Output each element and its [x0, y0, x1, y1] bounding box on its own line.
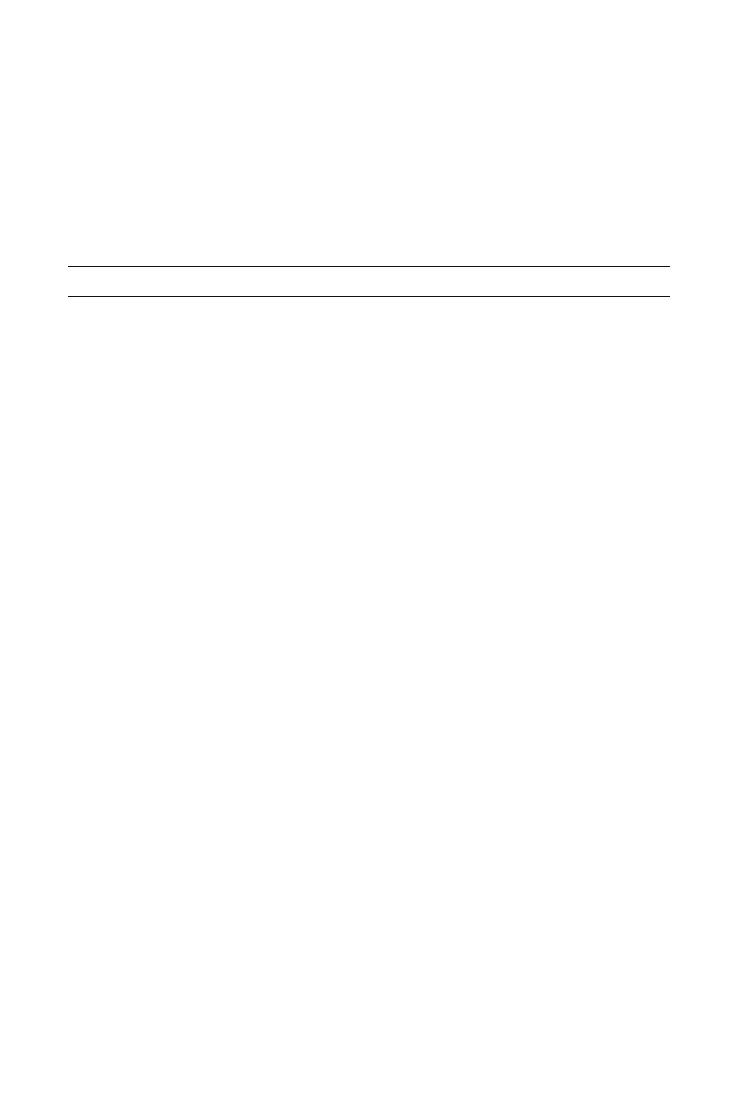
header-top-rule [68, 266, 670, 267]
table-header [68, 270, 670, 294]
header-bottom-rule [68, 296, 670, 297]
